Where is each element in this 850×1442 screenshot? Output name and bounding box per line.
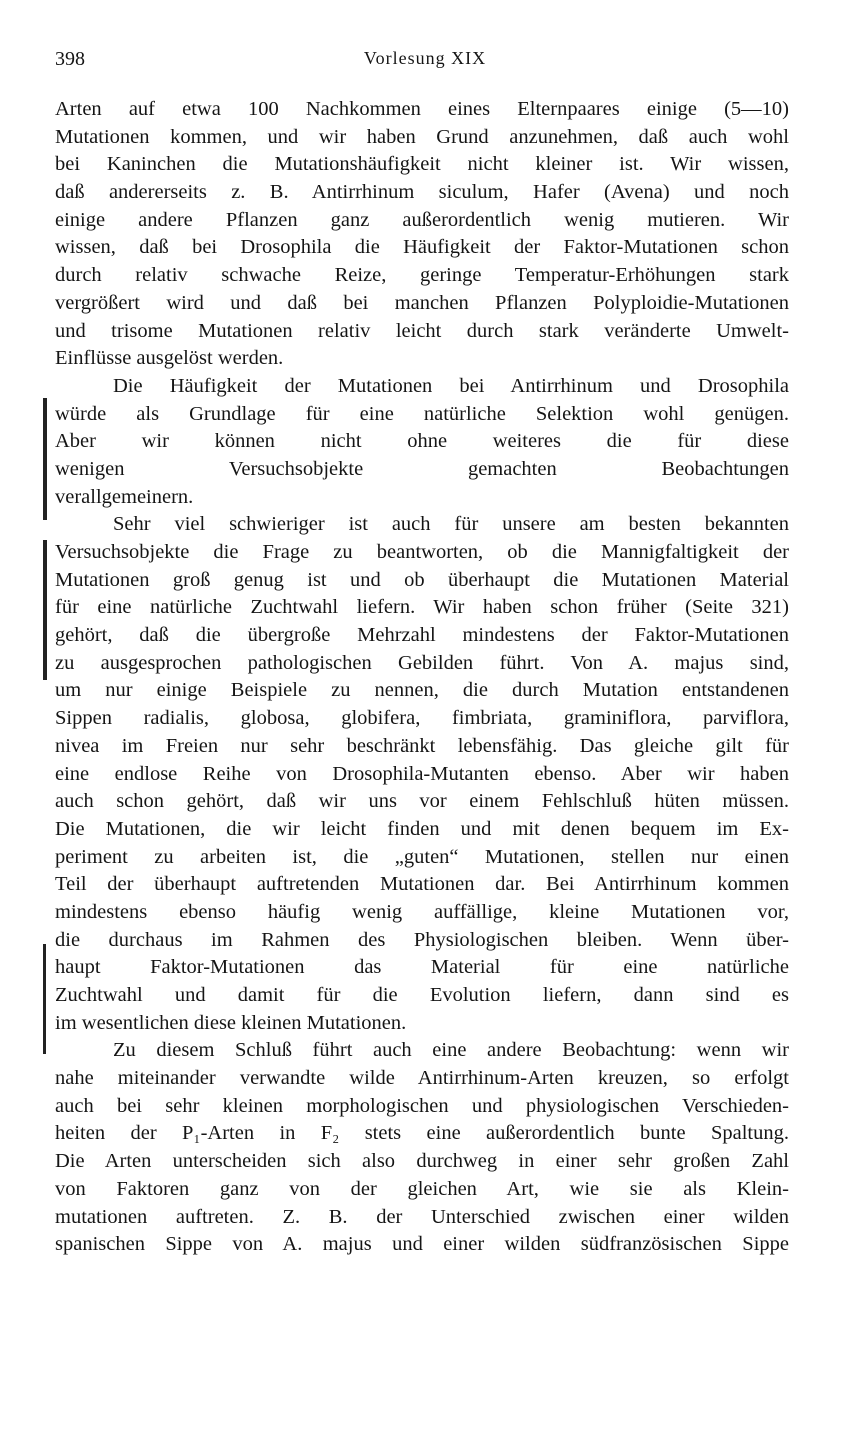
text-line: Teil der überhaupt auftretenden Mutationen dar. Bei Antirrhinum kommen [55,873,789,896]
text-line: Die Mutationen, die wir leicht finden und mit denen bequem im Ex- [55,817,789,840]
text-line: die durchaus im Rahmen des Physiologischen bleiben. Wenn über- [55,928,789,951]
text-line: wissen, daß bei Drosophila die Häufigkeit der Faktor-Mutationen schon [55,236,789,259]
text-line: Aber wir können nicht ohne weiteres die für diese [55,430,789,453]
text-line: wenigen Versuchsobjekte gemachten Beobachtungen [55,457,789,480]
text-line: heiten der P₁-Arten in F₂ stets eine außerordentlich bunte Spaltung. [55,1122,789,1145]
text-line: auch bei sehr kleinen morphologischen und physiologischen Verschieden- [55,1094,789,1117]
text-line: vergrößert wird und daß bei manchen Pflanzen Polyploidie-Mutationen [55,291,789,314]
text-line: periment zu arbeiten ist, die „guten“ Mutationen, stellen nur einen [55,845,789,868]
text-line: auch schon gehört, daß wir uns vor einem Fehlschluß hüten müssen. [55,790,789,813]
text-line: nivea im Freien nur sehr beschränkt lebensfähig. Das gleiche gilt für [55,734,789,757]
text-line: bei Kaninchen die Mutationshäufigkeit nicht kleiner ist. Wir wissen, [55,153,789,176]
text-line: Zuchtwahl und damit für die Evolution liefern, dann sind es [55,984,789,1006]
text-line: einige andere Pflanzen ganz außerordentlich wenig mutieren. Wir [55,208,789,231]
text-line: Sippen radialis, globosa, globifera, fimbriata, graminiflora, parviflora, [55,707,789,730]
text-line: durch relativ schwache Reize, geringe Temperatur-Erhöhungen stark [55,264,789,287]
text-line: Arten auf etwa 100 Nachkommen eines Elternpaares einige (5—10) [55,98,789,120]
text-line: Mutationen kommen, und wir haben Grund anzunehmen, daß auch wohl [55,125,789,148]
text-line: und trisome Mutationen relativ leicht durch stark veränderte Umwelt- [55,319,789,342]
text-line: im wesentlichen diese kleinen Mutationen. [55,1011,407,1034]
text-line: spanischen Sippe von A. majus und einer wilden südfranzösischen Sippe [55,1233,789,1256]
text-line: Einflüsse ausgelöst werden. [55,347,284,370]
text-line: haupt Faktor-Mutationen das Material für eine natürliche [55,956,789,979]
text-line: mutationen auftreten. Z. B. der Unterschied zwischen einer wilden [55,1205,789,1228]
text-line: Versuchsobjekte die Frage zu beantworten, ob die Mannigfaltigkeit der [55,541,789,563]
margin-mark [43,540,47,680]
text-line: mindestens ebenso häufig wenig auffällige, kleine Mutationen vor, [55,900,789,923]
text-line: für eine natürliche Zuchtwahl liefern. Wir haben schon früher (Seite 321) [55,596,789,619]
margin-mark [43,944,46,1054]
text-line: Mutationen groß genug ist und ob überhaupt die Mutationen Material [55,568,789,591]
text-line: gehört, daß die übergroße Mehrzahl mindestens der Faktor-Mutationen [55,624,789,647]
text-line: von Faktoren ganz von der gleichen Art, wie sie als Klein- [55,1177,789,1200]
text-line: Die Häufigkeit der Mutationen bei Antirrhinum und Drosophila [113,374,789,397]
page-number: 398 [55,48,85,70]
text-line: um nur einige Beispiele zu nennen, die durch Mutation entstandenen [55,679,789,702]
text-line: verallgemeinern. [55,485,194,508]
body-text [55,96,789,1259]
text-line: eine endlose Reihe von Drosophila-Mutanten ebenso. Aber wir haben [55,762,789,785]
text-line: daß andererseits z. B. Antirrhinum siculum, Hafer (Avena) und noch [55,181,789,204]
text-line: zu ausgesprochen pathologischen Gebilden führt. Von A. majus sind, [55,651,789,674]
text-line: würde als Grundlage für eine natürliche Selektion wohl genügen. [55,402,789,425]
text-line: nahe miteinander verwandte wilde Antirrhinum-Arten kreuzen, so erfolgt [55,1067,789,1090]
text-line: Die Arten unterscheiden sich also durchweg in einer sehr großen Zahl [55,1150,789,1173]
running-head: Vorlesung XIX [363,48,487,68]
text-line: Zu diesem Schluß führt auch eine andere Beobachtung: wenn wir [113,1039,789,1062]
margin-mark [43,398,47,520]
text-line: Sehr viel schwieriger ist auch für unsere am besten bekannten [113,513,789,536]
